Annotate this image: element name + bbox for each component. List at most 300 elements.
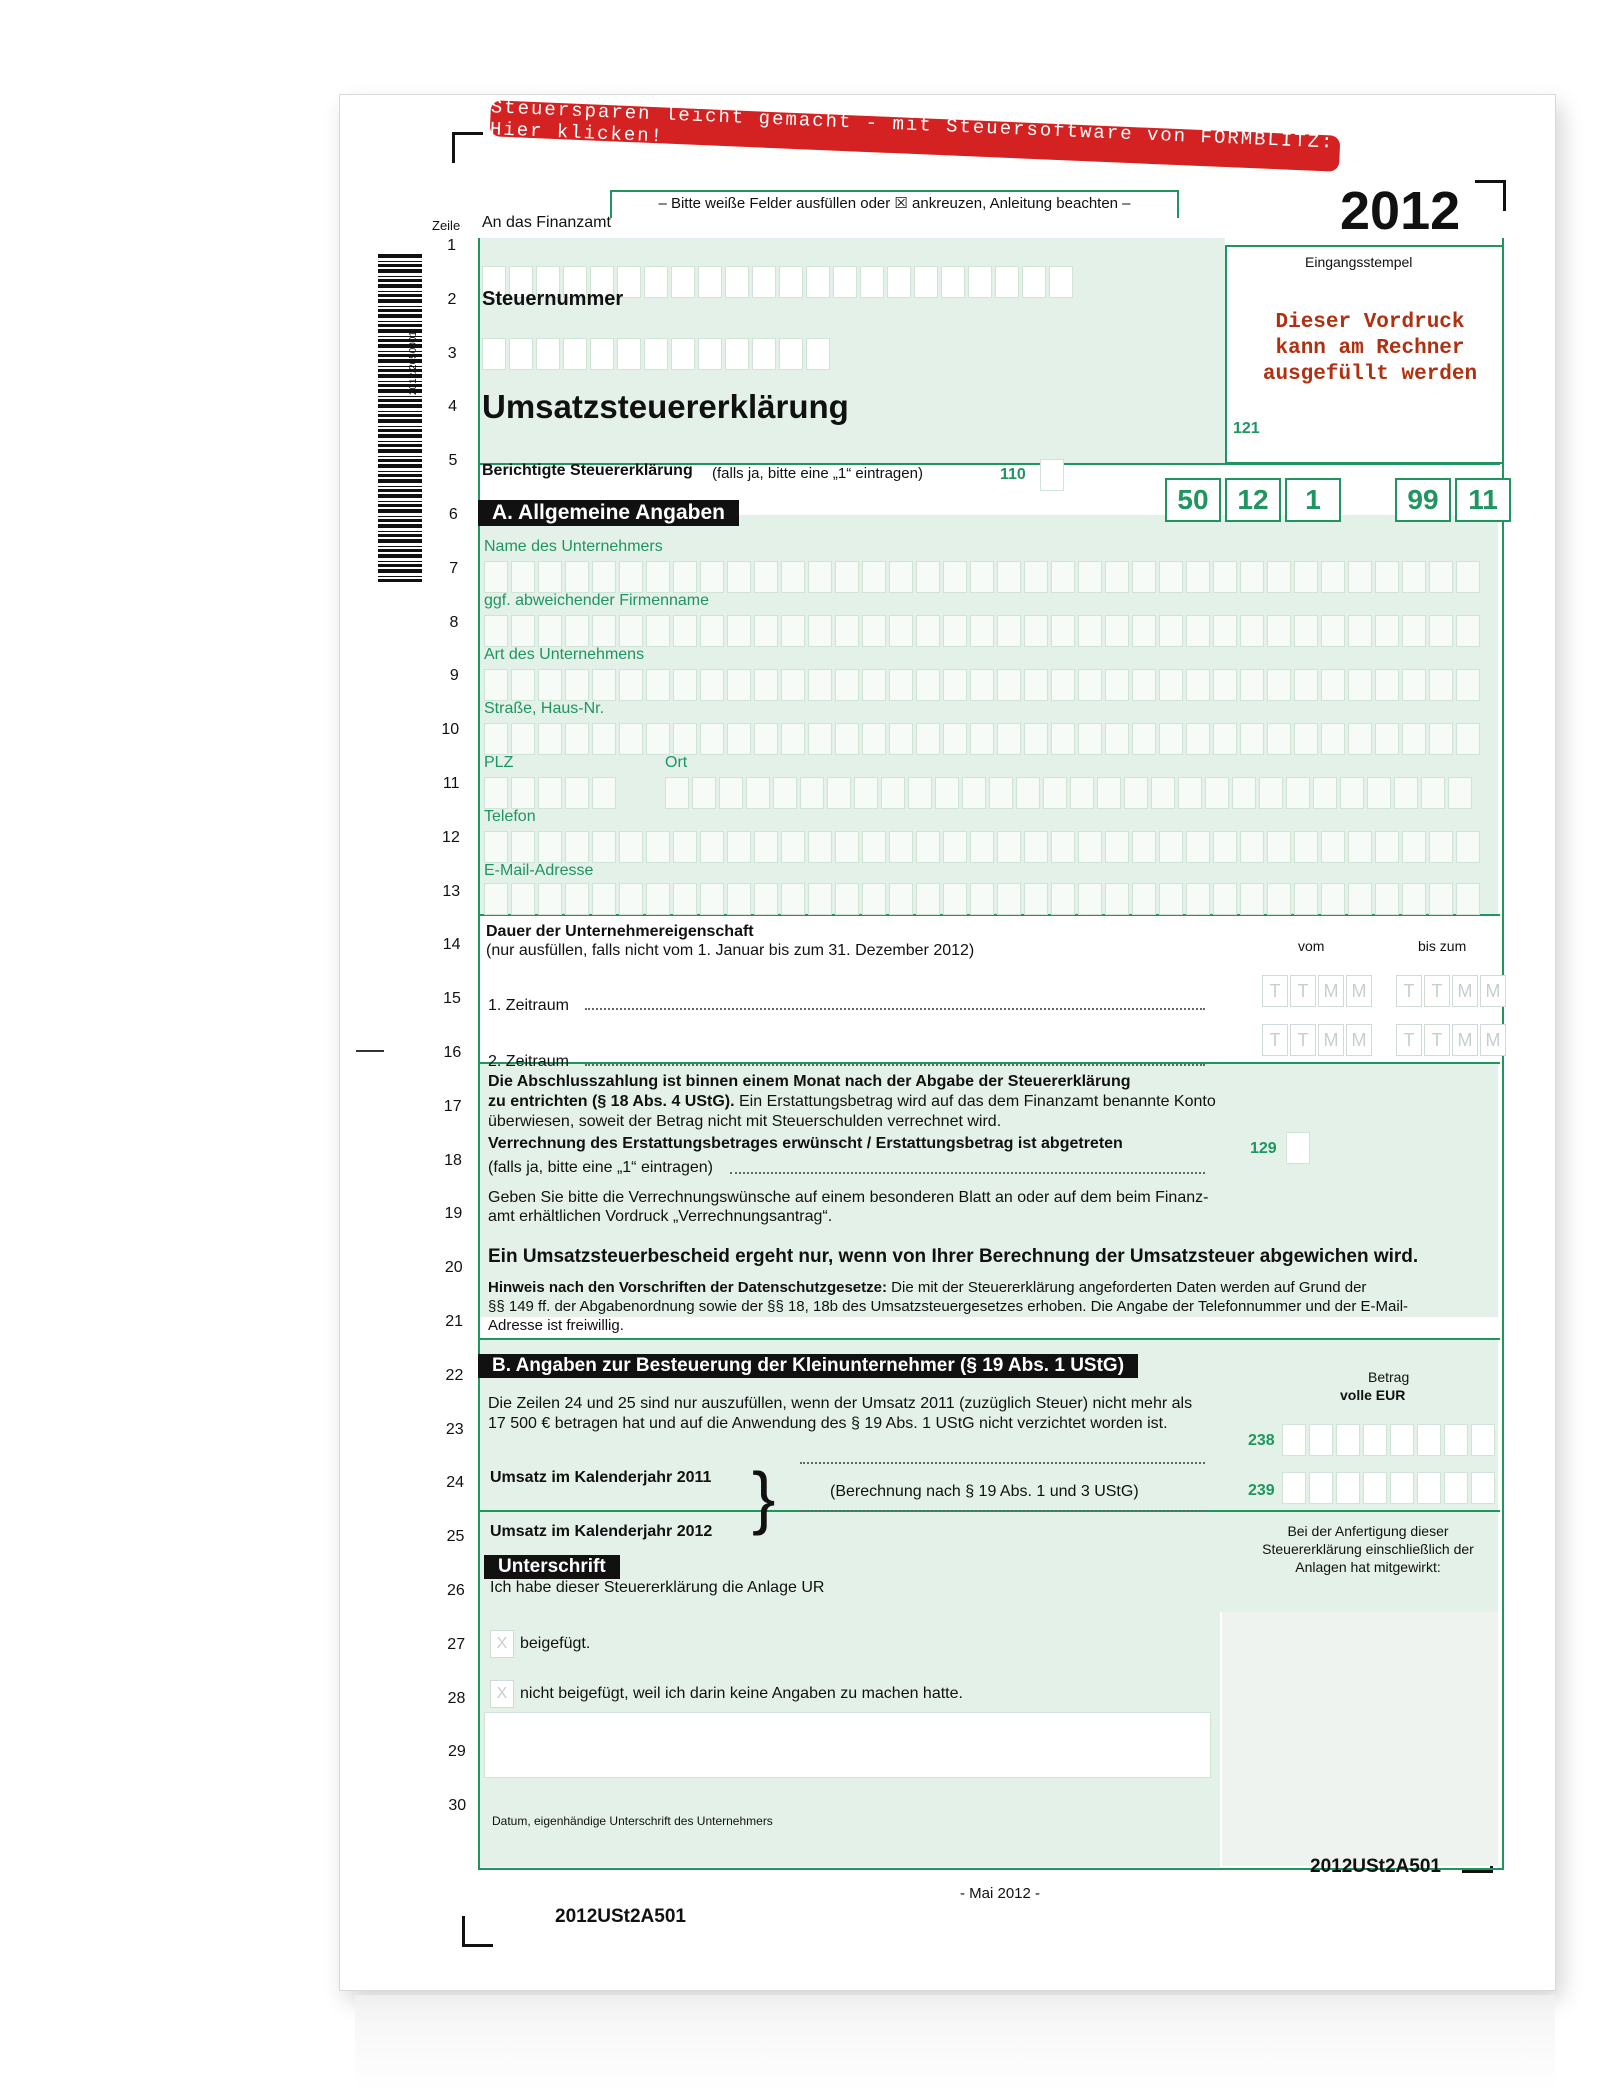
char-cell[interactable] — [1348, 669, 1372, 701]
char-cell[interactable] — [646, 615, 670, 647]
char-cell[interactable] — [808, 831, 832, 863]
char-cell[interactable] — [673, 669, 697, 701]
char-cell[interactable] — [827, 777, 851, 809]
char-cell[interactable] — [1240, 831, 1264, 863]
char-cell[interactable] — [752, 338, 776, 370]
zeitraum-1-vom-field[interactable]: T T M M — [1262, 975, 1372, 1007]
char-cell[interactable] — [1348, 615, 1372, 647]
char-cell[interactable] — [536, 338, 560, 370]
char-cell[interactable] — [887, 266, 911, 298]
char-cell[interactable] — [1417, 1424, 1441, 1456]
char-cell[interactable] — [970, 561, 994, 593]
char-cell[interactable] — [1348, 831, 1372, 863]
char-cell[interactable] — [997, 615, 1021, 647]
char-cell[interactable] — [484, 561, 508, 593]
char-cell[interactable] — [1286, 777, 1310, 809]
char-cell[interactable] — [538, 777, 562, 809]
char-cell[interactable] — [1390, 1424, 1414, 1456]
berichtigt-field[interactable] — [1040, 459, 1064, 491]
char-cell[interactable] — [1282, 1472, 1306, 1504]
char-cell[interactable] — [1267, 561, 1291, 593]
char-cell[interactable] — [1267, 831, 1291, 863]
email-field[interactable] — [484, 883, 1480, 915]
strasse-field[interactable] — [484, 723, 1480, 755]
char-cell[interactable] — [1313, 777, 1337, 809]
char-cell[interactable] — [862, 561, 886, 593]
char-cell[interactable] — [592, 561, 616, 593]
char-cell[interactable] — [1321, 831, 1345, 863]
char-cell[interactable] — [1240, 883, 1264, 915]
char-cell[interactable] — [1456, 883, 1480, 915]
char-cell[interactable] — [592, 883, 616, 915]
char-cell[interactable] — [592, 669, 616, 701]
char-cell[interactable] — [484, 777, 508, 809]
char-cell[interactable] — [935, 777, 959, 809]
char-cell[interactable] — [1348, 723, 1372, 755]
char-cell[interactable] — [835, 831, 859, 863]
char-cell[interactable] — [1078, 615, 1102, 647]
char-cell[interactable] — [779, 338, 803, 370]
char-cell[interactable] — [1105, 669, 1129, 701]
mitgewirkt-field[interactable] — [1222, 1612, 1498, 1866]
umsatz-2011-field[interactable] — [1282, 1424, 1495, 1456]
char-cell[interactable] — [1049, 266, 1073, 298]
char-cell[interactable] — [1429, 883, 1453, 915]
char-cell[interactable] — [941, 266, 965, 298]
char-cell[interactable] — [1159, 883, 1183, 915]
char-cell[interactable] — [1024, 561, 1048, 593]
char-cell[interactable] — [1132, 831, 1156, 863]
char-cell[interactable] — [592, 615, 616, 647]
char-cell[interactable] — [914, 266, 938, 298]
char-cell[interactable] — [943, 883, 967, 915]
char-cell[interactable] — [700, 561, 724, 593]
char-cell[interactable] — [1294, 615, 1318, 647]
char-cell[interactable] — [673, 883, 697, 915]
char-cell[interactable] — [1132, 723, 1156, 755]
char-cell[interactable] — [565, 723, 589, 755]
char-cell[interactable] — [916, 883, 940, 915]
char-cell[interactable] — [1186, 669, 1210, 701]
char-cell[interactable] — [619, 615, 643, 647]
char-cell[interactable] — [1336, 1472, 1360, 1504]
char-cell[interactable] — [1186, 723, 1210, 755]
char-cell[interactable] — [538, 561, 562, 593]
char-cell[interactable] — [889, 669, 913, 701]
char-cell[interactable] — [484, 669, 508, 701]
zeitraum-1-bis-field[interactable]: T T M M — [1396, 975, 1506, 1007]
char-cell[interactable] — [1375, 883, 1399, 915]
char-cell[interactable] — [484, 883, 508, 915]
char-cell[interactable] — [1309, 1472, 1333, 1504]
char-cell[interactable] — [1421, 777, 1445, 809]
char-cell[interactable] — [1456, 561, 1480, 593]
char-cell[interactable] — [538, 669, 562, 701]
char-cell[interactable] — [1078, 561, 1102, 593]
char-cell[interactable] — [511, 777, 535, 809]
char-cell[interactable] — [995, 266, 1019, 298]
char-cell[interactable] — [1294, 561, 1318, 593]
char-cell[interactable] — [1105, 831, 1129, 863]
char-cell[interactable] — [970, 723, 994, 755]
char-cell[interactable] — [1078, 723, 1102, 755]
char-cell[interactable] — [1213, 669, 1237, 701]
char-cell[interactable] — [1282, 1424, 1306, 1456]
char-cell[interactable] — [719, 777, 743, 809]
char-cell[interactable] — [1375, 831, 1399, 863]
char-cell[interactable] — [997, 561, 1021, 593]
char-cell[interactable] — [943, 615, 967, 647]
char-cell[interactable] — [646, 883, 670, 915]
char-cell[interactable] — [1456, 615, 1480, 647]
char-cell[interactable] — [511, 883, 535, 915]
char-cell[interactable] — [908, 777, 932, 809]
char-cell[interactable] — [665, 777, 689, 809]
char-cell[interactable] — [781, 723, 805, 755]
char-cell[interactable] — [1375, 615, 1399, 647]
char-cell[interactable] — [565, 561, 589, 593]
char-cell[interactable] — [1294, 723, 1318, 755]
char-cell[interactable] — [563, 338, 587, 370]
plz-field[interactable] — [484, 777, 616, 809]
char-cell[interactable] — [970, 831, 994, 863]
char-cell[interactable] — [943, 669, 967, 701]
char-cell[interactable] — [1124, 777, 1148, 809]
char-cell[interactable] — [1024, 669, 1048, 701]
char-cell[interactable] — [727, 669, 751, 701]
nicht-beigefuegt-checkbox[interactable]: X — [490, 1680, 514, 1708]
char-cell[interactable] — [592, 723, 616, 755]
char-cell[interactable] — [1186, 831, 1210, 863]
char-cell[interactable] — [1078, 831, 1102, 863]
char-cell[interactable] — [1240, 723, 1264, 755]
char-cell[interactable] — [1444, 1424, 1468, 1456]
char-cell[interactable] — [754, 883, 778, 915]
char-cell[interactable] — [970, 615, 994, 647]
char-cell[interactable] — [1051, 669, 1075, 701]
char-cell[interactable] — [484, 831, 508, 863]
char-cell[interactable] — [1429, 615, 1453, 647]
char-cell[interactable] — [1213, 615, 1237, 647]
char-cell[interactable] — [646, 669, 670, 701]
char-cell[interactable] — [565, 615, 589, 647]
char-cell[interactable] — [565, 777, 589, 809]
char-cell[interactable] — [808, 615, 832, 647]
char-cell[interactable] — [1394, 777, 1418, 809]
char-cell[interactable] — [1375, 723, 1399, 755]
formblitz-banner-link[interactable]: Steuersparen leicht gemacht - mit Steuersoftware von FORMBLITZ: Hier klicken! — [490, 100, 1341, 172]
char-cell[interactable] — [754, 669, 778, 701]
char-cell[interactable] — [1024, 831, 1048, 863]
char-cell[interactable] — [592, 831, 616, 863]
char-cell[interactable] — [1402, 831, 1426, 863]
char-cell[interactable] — [1159, 831, 1183, 863]
char-cell[interactable] — [889, 615, 913, 647]
char-cell[interactable] — [1105, 561, 1129, 593]
char-cell[interactable] — [1321, 883, 1345, 915]
char-cell[interactable] — [970, 883, 994, 915]
char-cell[interactable] — [673, 615, 697, 647]
char-cell[interactable] — [617, 338, 641, 370]
art-field[interactable] — [484, 669, 1480, 701]
char-cell[interactable] — [1417, 1472, 1441, 1504]
char-cell[interactable] — [1132, 883, 1156, 915]
char-cell[interactable] — [835, 615, 859, 647]
char-cell[interactable] — [781, 615, 805, 647]
name-field[interactable] — [484, 561, 1480, 593]
char-cell[interactable] — [1159, 561, 1183, 593]
char-cell[interactable] — [644, 266, 668, 298]
char-cell[interactable] — [1348, 561, 1372, 593]
char-cell[interactable] — [592, 777, 616, 809]
zeitraum-2-vom-field[interactable]: T T M M — [1262, 1024, 1372, 1056]
char-cell[interactable] — [1024, 615, 1048, 647]
char-cell[interactable] — [1429, 723, 1453, 755]
char-cell[interactable] — [1348, 883, 1372, 915]
char-cell[interactable] — [916, 615, 940, 647]
char-cell[interactable] — [781, 561, 805, 593]
char-cell[interactable] — [1321, 561, 1345, 593]
char-cell[interactable] — [619, 561, 643, 593]
char-cell[interactable] — [700, 883, 724, 915]
char-cell[interactable] — [862, 831, 886, 863]
char-cell[interactable] — [1309, 1424, 1333, 1456]
char-cell[interactable] — [1444, 1472, 1468, 1504]
char-cell[interactable] — [1105, 723, 1129, 755]
char-cell[interactable] — [1186, 615, 1210, 647]
char-cell[interactable] — [1051, 883, 1075, 915]
char-cell[interactable] — [1429, 831, 1453, 863]
telefon-field[interactable] — [484, 831, 1480, 863]
char-cell[interactable] — [1294, 883, 1318, 915]
char-cell[interactable] — [1471, 1424, 1495, 1456]
char-cell[interactable] — [725, 338, 749, 370]
char-cell[interactable] — [752, 266, 776, 298]
char-cell[interactable] — [727, 723, 751, 755]
char-cell[interactable] — [1132, 669, 1156, 701]
char-cell[interactable] — [800, 777, 824, 809]
char-cell[interactable] — [1213, 561, 1237, 593]
char-cell[interactable] — [943, 723, 967, 755]
char-cell[interactable] — [916, 831, 940, 863]
char-cell[interactable] — [833, 266, 857, 298]
char-cell[interactable] — [781, 831, 805, 863]
char-cell[interactable] — [997, 723, 1021, 755]
char-cell[interactable] — [1448, 777, 1472, 809]
char-cell[interactable] — [862, 669, 886, 701]
char-cell[interactable] — [700, 723, 724, 755]
char-cell[interactable] — [511, 723, 535, 755]
char-cell[interactable] — [727, 615, 751, 647]
char-cell[interactable] — [1051, 561, 1075, 593]
char-cell[interactable] — [962, 777, 986, 809]
char-cell[interactable] — [673, 831, 697, 863]
char-cell[interactable] — [1186, 883, 1210, 915]
char-cell[interactable] — [889, 831, 913, 863]
char-cell[interactable] — [619, 669, 643, 701]
char-cell[interactable] — [781, 883, 805, 915]
char-cell[interactable] — [1213, 883, 1237, 915]
char-cell[interactable] — [725, 266, 749, 298]
char-cell[interactable] — [482, 338, 506, 370]
char-cell[interactable] — [916, 561, 940, 593]
char-cell[interactable] — [1375, 561, 1399, 593]
char-cell[interactable] — [1159, 669, 1183, 701]
char-cell[interactable] — [1267, 723, 1291, 755]
char-cell[interactable] — [754, 831, 778, 863]
char-cell[interactable] — [511, 831, 535, 863]
char-cell[interactable] — [1043, 777, 1067, 809]
char-cell[interactable] — [1132, 615, 1156, 647]
char-cell[interactable] — [1022, 266, 1046, 298]
char-cell[interactable] — [1390, 1472, 1414, 1504]
char-cell[interactable] — [619, 723, 643, 755]
char-cell[interactable] — [1159, 723, 1183, 755]
char-cell[interactable] — [1471, 1472, 1495, 1504]
char-cell[interactable] — [1024, 883, 1048, 915]
char-cell[interactable] — [808, 883, 832, 915]
char-cell[interactable] — [1321, 669, 1345, 701]
char-cell[interactable] — [835, 669, 859, 701]
char-cell[interactable] — [1159, 615, 1183, 647]
char-cell[interactable] — [565, 883, 589, 915]
ort-field[interactable] — [665, 777, 1472, 809]
char-cell[interactable] — [862, 883, 886, 915]
char-cell[interactable] — [1363, 1424, 1387, 1456]
char-cell[interactable] — [727, 831, 751, 863]
char-cell[interactable] — [854, 777, 878, 809]
char-cell[interactable] — [1336, 1424, 1360, 1456]
char-cell[interactable] — [1205, 777, 1229, 809]
char-cell[interactable] — [646, 561, 670, 593]
char-cell[interactable] — [1340, 777, 1364, 809]
char-cell[interactable] — [1429, 561, 1453, 593]
char-cell[interactable] — [565, 831, 589, 863]
char-cell[interactable] — [754, 723, 778, 755]
char-cell[interactable] — [1402, 723, 1426, 755]
char-cell[interactable] — [1024, 723, 1048, 755]
char-cell[interactable] — [916, 669, 940, 701]
steuernummer-field[interactable] — [482, 338, 830, 370]
char-cell[interactable] — [692, 777, 716, 809]
char-cell[interactable] — [1375, 669, 1399, 701]
char-cell[interactable] — [1186, 561, 1210, 593]
char-cell[interactable] — [862, 723, 886, 755]
char-cell[interactable] — [1051, 615, 1075, 647]
char-cell[interactable] — [727, 561, 751, 593]
char-cell[interactable] — [1016, 777, 1040, 809]
char-cell[interactable] — [968, 266, 992, 298]
char-cell[interactable] — [808, 669, 832, 701]
char-cell[interactable] — [1294, 669, 1318, 701]
char-cell[interactable] — [644, 338, 668, 370]
char-cell[interactable] — [484, 723, 508, 755]
char-cell[interactable] — [727, 883, 751, 915]
char-cell[interactable] — [673, 561, 697, 593]
char-cell[interactable] — [1078, 883, 1102, 915]
char-cell[interactable] — [881, 777, 905, 809]
char-cell[interactable] — [997, 831, 1021, 863]
char-cell[interactable] — [943, 561, 967, 593]
char-cell[interactable] — [538, 831, 562, 863]
char-cell[interactable] — [773, 777, 797, 809]
char-cell[interactable] — [1267, 883, 1291, 915]
char-cell[interactable] — [590, 338, 614, 370]
char-cell[interactable] — [1240, 615, 1264, 647]
char-cell[interactable] — [997, 669, 1021, 701]
char-cell[interactable] — [1178, 777, 1202, 809]
char-cell[interactable] — [889, 723, 913, 755]
char-cell[interactable] — [511, 561, 535, 593]
char-cell[interactable] — [1456, 723, 1480, 755]
char-cell[interactable] — [889, 561, 913, 593]
char-cell[interactable] — [1321, 615, 1345, 647]
char-cell[interactable] — [509, 338, 533, 370]
char-cell[interactable] — [860, 266, 884, 298]
char-cell[interactable] — [943, 831, 967, 863]
char-cell[interactable] — [700, 615, 724, 647]
char-cell[interactable] — [1402, 669, 1426, 701]
char-cell[interactable] — [1363, 1472, 1387, 1504]
char-cell[interactable] — [698, 338, 722, 370]
verrechnung-field[interactable] — [1286, 1132, 1310, 1164]
char-cell[interactable] — [698, 266, 722, 298]
char-cell[interactable] — [835, 561, 859, 593]
char-cell[interactable] — [511, 669, 535, 701]
char-cell[interactable] — [1132, 561, 1156, 593]
char-cell[interactable] — [646, 723, 670, 755]
char-cell[interactable] — [619, 883, 643, 915]
char-cell[interactable] — [862, 615, 886, 647]
char-cell[interactable] — [1051, 831, 1075, 863]
char-cell[interactable] — [1259, 777, 1283, 809]
char-cell[interactable] — [538, 883, 562, 915]
char-cell[interactable] — [511, 615, 535, 647]
char-cell[interactable] — [1402, 615, 1426, 647]
char-cell[interactable] — [1402, 883, 1426, 915]
char-cell[interactable] — [671, 338, 695, 370]
char-cell[interactable] — [997, 883, 1021, 915]
char-cell[interactable] — [538, 723, 562, 755]
char-cell[interactable] — [1267, 669, 1291, 701]
char-cell[interactable] — [484, 615, 508, 647]
char-cell[interactable] — [700, 669, 724, 701]
char-cell[interactable] — [673, 723, 697, 755]
umsatz-2012-field[interactable] — [1282, 1472, 1495, 1504]
char-cell[interactable] — [1240, 561, 1264, 593]
char-cell[interactable] — [1321, 723, 1345, 755]
char-cell[interactable] — [916, 723, 940, 755]
char-cell[interactable] — [835, 723, 859, 755]
char-cell[interactable] — [754, 561, 778, 593]
char-cell[interactable] — [1402, 561, 1426, 593]
char-cell[interactable] — [1456, 831, 1480, 863]
char-cell[interactable] — [565, 669, 589, 701]
char-cell[interactable] — [646, 831, 670, 863]
char-cell[interactable] — [1213, 831, 1237, 863]
char-cell[interactable] — [538, 615, 562, 647]
char-cell[interactable] — [1294, 831, 1318, 863]
firma-field[interactable] — [484, 615, 1480, 647]
char-cell[interactable] — [1213, 723, 1237, 755]
char-cell[interactable] — [671, 266, 695, 298]
char-cell[interactable] — [1232, 777, 1256, 809]
char-cell[interactable] — [808, 723, 832, 755]
char-cell[interactable] — [1429, 669, 1453, 701]
char-cell[interactable] — [970, 669, 994, 701]
char-cell[interactable] — [1240, 669, 1264, 701]
char-cell[interactable] — [781, 669, 805, 701]
